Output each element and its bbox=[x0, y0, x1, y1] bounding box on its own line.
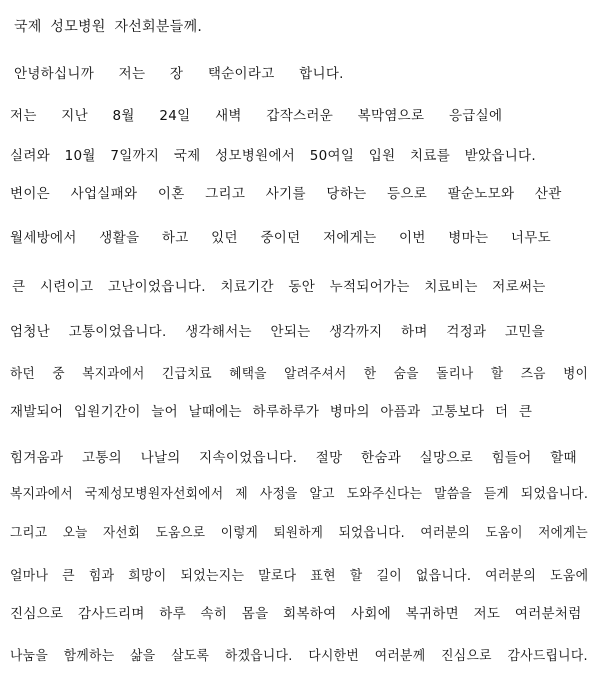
letter-line: 큰 시련이고 고난이었읍니다. 치료기간 동안 누적되어가는 치료비는 저로써는 bbox=[12, 279, 546, 295]
letter-line: 안녕하십니까 저는 장 택순이라고 합니다. bbox=[14, 66, 344, 82]
letter-line: 변이은 사업실패와 이혼 그리고 사기를 당하는 등으로 팔순노모와 산관 bbox=[10, 186, 562, 202]
letter-line: 복지과에서 국제성모병원자선회에서 제 사정을 알고 도와주신다는 말씀을 듣게 되었읍니다. bbox=[10, 486, 589, 502]
letter-line: 실려와 10월 7일까지 국제 성모병원에서 50여일 입원 치료를 받았읍니다. bbox=[10, 148, 536, 164]
letter-line: 얼마나 큰 힘과 희망이 되었는지는 말로다 표현 할 길이 없읍니다. 여러분의 도움에 bbox=[10, 568, 589, 584]
letter-line: 그리고 오늘 자선회 도움으로 이렇게 퇴원하게 되었읍니다. 여러분의 도움이 저에게는 bbox=[10, 525, 588, 541]
letter-line: 나눔을 함께하는 삶을 살도록 하겠읍니다. 다시한번 여러분께 진심으로 감사드립니다. bbox=[10, 648, 588, 664]
letter-line: 월세방에서 생활을 하고 있던 중이던 저에게는 이번 병마는 너무도 bbox=[10, 230, 551, 246]
letter-line: 힘겨움과 고통의 나날의 지속이었읍니다. 절망 한숨과 실망으로 힘들어 할때 bbox=[10, 450, 577, 466]
letter-line: 엄청난 고통이었읍니다. 생각해서는 안되는 생각까지 하며 걱정과 고민을 bbox=[10, 324, 545, 340]
letter-line: 하던 중 복지과에서 긴급치료 혜택을 알려주셔서 한 숨을 돌리나 할 즈음 병이 bbox=[10, 366, 589, 382]
letter-line: 진심으로 감사드리며 하루 속히 몸을 회복하여 사회에 복귀하면 저도 여러분처럼 bbox=[10, 606, 582, 622]
letter-greeting: 국제 성모병원 자선회분들께. bbox=[14, 19, 203, 35]
letter-line: 재발되어 입원기간이 늘어 날때에는 하루하루가 병마의 아픔과 고통보다 더 큰 bbox=[10, 404, 533, 420]
letter-line: 저는 지난 8월 24일 새벽 갑작스러운 복막염으로 응급실에 bbox=[10, 108, 503, 124]
